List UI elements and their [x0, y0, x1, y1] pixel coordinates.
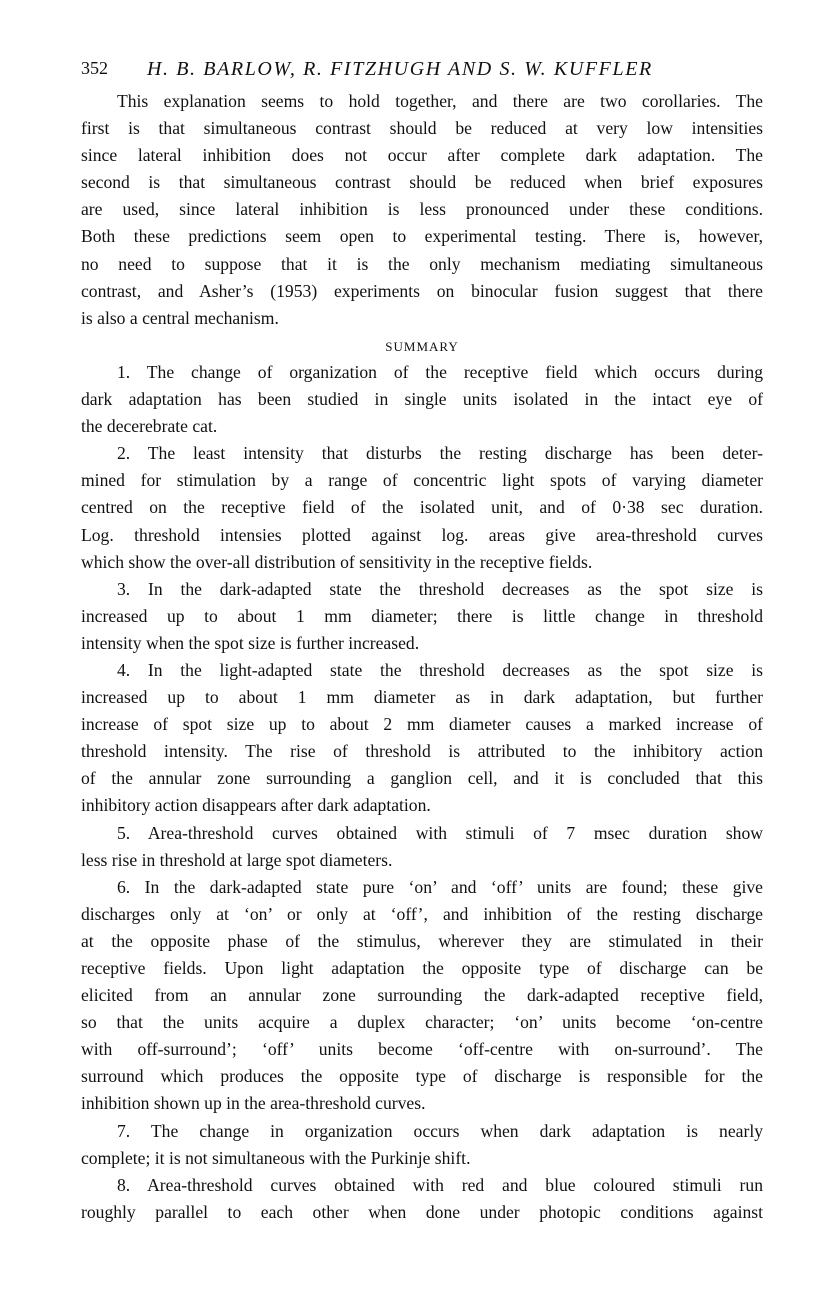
- text-line: contrast, and Asher’s (1953) experiments on binocular fusion suggest that there: [81, 280, 763, 301]
- text-line: surround which produces the opposite type of discharge is responsible for the: [81, 1066, 763, 1087]
- text-line: dark adaptation has been studied in single units isolated in the intact eye of: [81, 389, 763, 410]
- text-line: Log. threshold intensies plotted against log. areas give area-threshold curves: [81, 524, 763, 545]
- text-line: 8. Area-threshold curves obtained with red and blue coloured stimuli run: [117, 1174, 763, 1195]
- text-line: roughly parallel to each other when done under photopic conditions against: [81, 1201, 763, 1222]
- text-line: are used, since lateral inhibition is less pronounced under these conditions.: [81, 199, 763, 220]
- running-header: [81, 58, 763, 86]
- paragraph: [81, 88, 763, 332]
- text-line: threshold intensity. The rise of threshold is attributed to the inhibitory action: [81, 741, 763, 762]
- text-line: second is that simultaneous contrast should be reduced when brief exposures: [81, 172, 763, 193]
- text-line: 2. The least intensity that disturbs the resting discharge has been deter-: [117, 443, 763, 464]
- text-line: intensity when the spot size is further increased.: [81, 632, 420, 653]
- summary-item: [81, 576, 763, 657]
- summary-item: [81, 1172, 763, 1226]
- text-line: 7. The change in organization occurs when dark adaptation is nearly: [117, 1120, 763, 1141]
- text-line: complete; it is not simultaneous with the Purkinje shift.: [81, 1147, 471, 1168]
- summary-item: [81, 657, 763, 820]
- text-line: increased up to about 1 mm diameter as in dark adaptation, but further: [81, 687, 763, 708]
- running-title: H. B. BARLOW, R. FITZHUGH AND S. W. KUFFLER: [147, 58, 653, 80]
- text-line: discharges only at ‘on’ or only at ‘off’, and inhibition of the resting discharge: [81, 903, 763, 924]
- text-line: with off-surround’; ‘off’ units become ‘off-centre with on-surround’. The: [81, 1039, 763, 1060]
- summary-item: [81, 1118, 763, 1172]
- summary-heading: SUMMARY: [385, 338, 459, 354]
- text-line: elicited from an annular zone surrounding the dark-adapted receptive field,: [81, 985, 763, 1006]
- text-line: 4. In the light-adapted state the threshold decreases as the spot size is: [117, 659, 763, 680]
- text-line: receptive fields. Upon light adaptation the opposite type of discharge can be: [81, 958, 763, 978]
- text-line: increased up to about 1 mm diameter; there is little change in threshold: [81, 605, 763, 626]
- text-line: which show the over-all distribution of sensitivity in the receptive fields.: [81, 551, 593, 572]
- page-number: 352: [81, 58, 108, 78]
- text-line: the decerebrate cat.: [81, 416, 218, 437]
- summary-item: [81, 440, 763, 575]
- text-line: 3. In the dark-adapted state the threshold decreases as the spot size is: [117, 578, 763, 599]
- text-line: 6. In the dark-adapted state pure ‘on’ and ‘off’ units are found; these give: [117, 876, 763, 897]
- text-line: Both these predictions seem open to experimental testing. There is, however,: [81, 226, 763, 247]
- text-line: increase of spot size up to about 2 mm diameter causes a marked increase of: [81, 714, 763, 735]
- text-line: since lateral inhibition does not occur after complete dark adaptation. The: [81, 145, 763, 166]
- text-line: 5. Area-threshold curves obtained with stimuli of 7 msec duration show: [117, 822, 763, 843]
- text-line: This explanation seems to hold together, and there are two corollaries. The: [117, 91, 763, 111]
- text-line: mined for stimulation by a range of concentric light spots of varying diameter: [81, 470, 763, 491]
- text-line: of the annular zone surrounding a ganglion cell, and it is concluded that this: [81, 768, 763, 789]
- text-line: is also a central mechanism.: [81, 307, 279, 328]
- text-line: no need to suppose that it is the only mechanism mediating simultaneous: [81, 253, 763, 274]
- text-line: at the opposite phase of the stimulus, wherever they are stimulated in their: [81, 930, 763, 951]
- text-line: 1. The change of organization of the receptive field which occurs during: [117, 361, 763, 382]
- text-line: first is that simultaneous contrast should be reduced at very low intensities: [81, 118, 763, 139]
- summary-item: [81, 874, 763, 1118]
- summary-item: [81, 820, 763, 874]
- text-line: inhibitory action disappears after dark adaptation.: [81, 795, 431, 816]
- summary-item: [81, 359, 763, 440]
- text-line: less rise in threshold at large spot diameters.: [81, 849, 393, 870]
- text-line: inhibition shown up in the area-threshold curves.: [81, 1093, 426, 1114]
- text-line: so that the units acquire a duplex character; ‘on’ units become ‘on-centre: [81, 1012, 763, 1033]
- text-line: centred on the receptive field of the isolated unit, and of 0·38 sec duration.: [81, 497, 763, 518]
- body-text: [81, 88, 763, 1226]
